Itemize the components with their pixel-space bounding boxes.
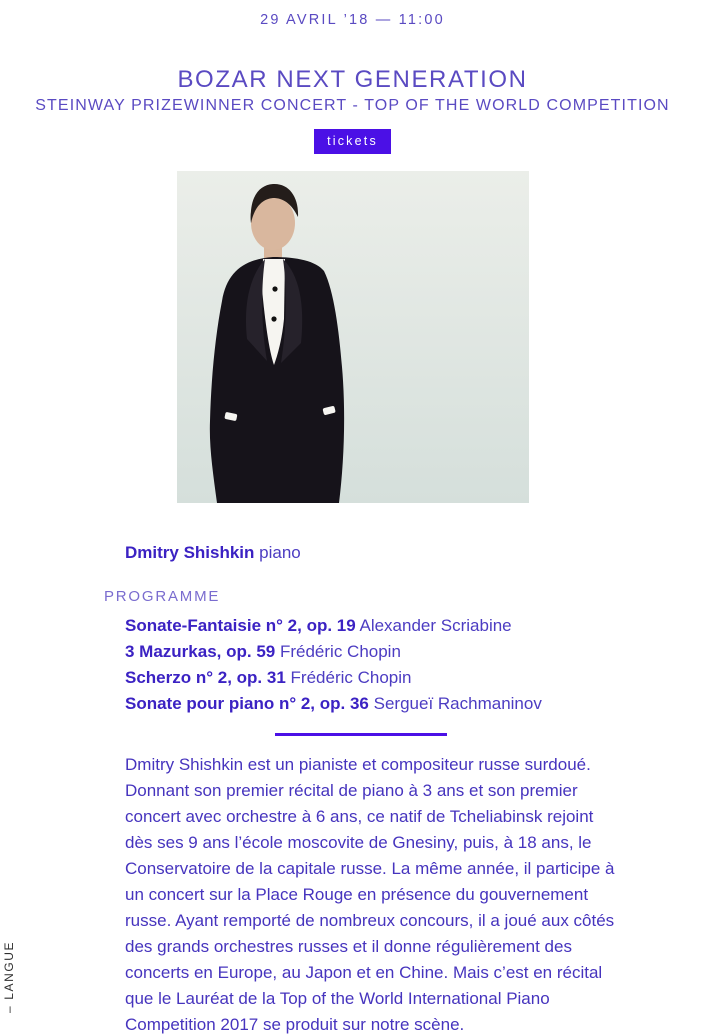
performer-photo-illustration: [177, 171, 529, 503]
event-title: BOZAR NEXT GENERATION: [177, 66, 528, 93]
performer-instrument: piano: [259, 543, 301, 562]
section-divider: [275, 733, 447, 736]
composer-name: Frédéric Chopin: [279, 642, 401, 661]
work-title: Scherzo n° 2, op. 31: [125, 668, 286, 687]
work-title: Sonate-Fantaisie n° 2, op. 19: [125, 616, 356, 635]
composer-name: Alexander Scriabine: [359, 616, 512, 635]
tickets-button[interactable]: tickets: [314, 129, 391, 154]
programme-list: [125, 613, 705, 717]
event-datetime: 29 AVRIL ’18 — 11:00: [260, 12, 445, 28]
event-header: [0, 12, 705, 115]
biography-paragraph: Dmitry Shishkin est un pianiste et compositeur russe surdoué. Donnant son premier récital de piano à 3 ans et son premier concert avec orchestre à 6 ans, ce natif de Tcheliabinsk rejoint dès ses 9 ans l’école moscovite de Gnesiny, puis, à 18 ans, le Conservatoire de la capitale russe. La même année, il participe à un concert sur la Place Rouge en présence du gouvernement russe. Ayant remporté de nombreux concours, il a joué aux côtés des grands orchestres russes et il donne régulièrement des concerts en Europe, au Japon et en Chine. Mais c’est en récital que le Lauréat de la Top of the World International Piano Competition 2017 se produit sur notre scène.: [125, 755, 615, 1034]
programme-heading: PROGRAMME: [104, 588, 221, 605]
programme-item: [125, 691, 705, 717]
performer-name: Dmitry Shishkin: [125, 543, 255, 562]
composer-name: Frédéric Chopin: [290, 668, 412, 687]
tickets-button-row: [0, 129, 705, 154]
programme-item: [125, 639, 705, 665]
event-subtitle: STEINWAY PRIZEWINNER CONCERT - TOP OF THE WORLD COMPETITION: [35, 97, 670, 114]
performer-photo: [177, 171, 529, 503]
programme-item: [125, 613, 705, 639]
work-title: 3 Mazurkas, op. 59: [125, 642, 276, 661]
work-title: Sonate pour piano n° 2, op. 36: [125, 694, 369, 713]
language-nav-label[interactable]: – LANGUE: [2, 940, 16, 1013]
composer-name: Sergueï Rachmaninov: [373, 694, 542, 713]
performer-line: [125, 543, 705, 563]
programme-item: [125, 665, 705, 691]
